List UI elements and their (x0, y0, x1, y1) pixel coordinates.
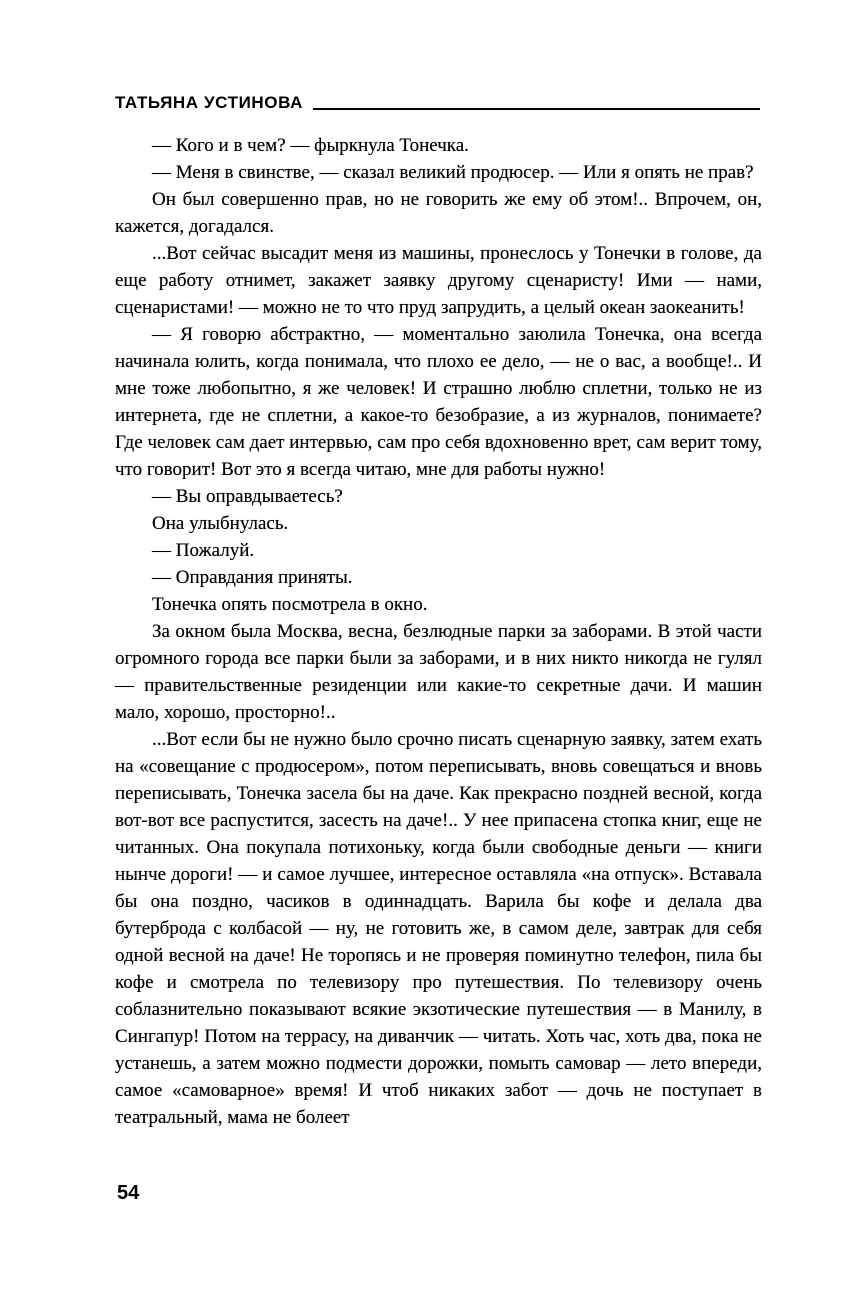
header-rule (313, 108, 760, 110)
paragraph: — Вы оправдываетесь? (152, 486, 343, 507)
paragraph: Он был совершенно прав, но не говорить же ему об этом!.. Впрочем, он, кажется, догадался. (115, 189, 762, 237)
text-block (115, 132, 762, 1131)
running-header (115, 94, 760, 111)
paragraph: За окном была Москва, весна, безлюдные парки за заборами. В этой части огромного города все парки были за заборами, и в них никто никогда не гулял — правительственные резиденции или какие-то секретные дачи. И машин мало, хорошо, просторно!.. (115, 621, 762, 723)
author-name: ТАТЬЯНА УСТИНОВА (115, 93, 304, 112)
paragraph: — Кого и в чем? — фыркнула Тонечка. (152, 135, 469, 156)
page-number: 54 (117, 1182, 140, 1204)
paragraph: — Я говорю абстрактно, — моментально заюлила Тонечка, она всегда начинала юлить, когда понимала, что плохо ее дело, — не о вас, а вообще!.. И мне тоже любопытно, я же человек! И страшно люблю сплетни, только не из интернета, где не сплетни, а какое-то безобразие, а из журналов, понимаете? Где человек сам дает интервью, сам про себя вдохновенно врет, сам верит тому, что говорит! Вот это я всегда читаю, мне для работы нужно! (115, 324, 762, 480)
paragraph: — Пожалуй. (152, 540, 255, 561)
paragraph: Тонечка опять посмотрела в окно. (152, 594, 428, 615)
paragraph: Она улыбнулась. (152, 513, 289, 534)
paragraph: ...Вот если бы не нужно было срочно писать сценарную заявку, затем ехать на «совещание с продюсером», потом переписывать, вновь совещаться и вновь переписывать, Тонечка засела бы на даче. Как прекрасно поздней весной, когда вот-вот все распустится, засесть на даче!.. У нее припасена стопка книг, еще не читанных. Она покупала потихоньку, когда были свободные деньги — книги нынче дороги! — и самое лучшее, интересное оставляла «на отпуск». Вставала бы она поздно, часиков в одиннадцать. Варила бы кофе и делала два бутерброда с колбасой — ну, не готовить же, в самом деле, завтрак для себя одной весной на даче! Не торопясь и не проверяя поминутно телефон, пила бы кофе и смотрела по телевизору про путешествия. По телевизору очень соблазнительно показывают всякие экзотические путешествия — в Манилу, в Сингапур! Потом на террасу, на диванчик — читать. Хоть час, хоть два, пока не устанешь, а затем можно подмести дорожки, помыть самовар — лето впереди, самое «самоварное» время! И чтоб никаких забот — дочь не поступает в театральный, мама не болеет (115, 729, 762, 1128)
paragraph: — Оправдания приняты. (152, 567, 353, 588)
paragraph: — Меня в свинстве, — сказал великий продюсер. — Или я опять не прав? (152, 162, 754, 183)
paragraph: ...Вот сейчас высадит меня из машины, пронеслось у Тонечки в голове, да еще работу отнимет, закажет заявку другому сценаристу! Ими — нами, сценаристами! — можно не то что пруд запрудить, а целый океан заокеанить! (115, 243, 762, 318)
